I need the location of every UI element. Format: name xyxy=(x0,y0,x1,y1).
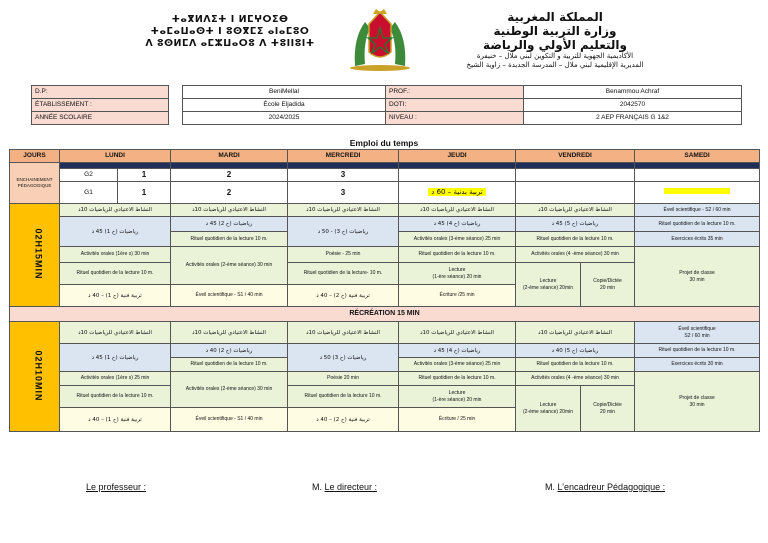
annee-label: ANNÉE SCOLAIRE xyxy=(32,112,169,125)
recreation-row xyxy=(10,307,760,322)
signature-encadreur: M. L’encadreur Pédagogique : xyxy=(545,482,666,492)
s1-samedi-rituel: Rituel quotidien de la lecture 10 m. xyxy=(635,217,760,232)
s1-lundi-arts: تربية فنية (ح 1) – 40 د xyxy=(60,285,171,307)
doti-value: 2042570 xyxy=(524,99,742,112)
s2-vendredi-routine: النشاط الاعتيادي للرياضيات 10د xyxy=(516,322,635,344)
s2-mardi-rituel: Rituel quotidien de la lecture 10 m. xyxy=(171,358,288,372)
s1-jeudi-oral: Activités orales (3-ème séance) 25 min xyxy=(399,232,516,247)
g1-label: G1 xyxy=(60,182,118,204)
arabic-line-4: الأكاديمية الجهوية للتربية و التكوين لبني ملال – خنيفرة xyxy=(476,52,634,60)
s2-vendredi-math: رياضيات (ح 5) 40 د xyxy=(516,344,635,358)
s2-mardi-oral: Activités orales (2-ème séance) 30 min xyxy=(171,372,288,408)
s2-lundi-rituel: Rituel quotidien de la lecture 10 m. xyxy=(60,386,171,408)
tifinagh-line-1: ⵜⴰⴳⵍⴷⵉⵜ ⵏ ⵍⵎⵖⵔⵉⴱ xyxy=(171,14,289,25)
page-title: Emploi du temps xyxy=(349,138,419,148)
doti-label: DOTI: xyxy=(386,99,524,112)
recreation-label: RÉCRÉATION 15 MIN xyxy=(10,307,760,322)
arabic-line-5: المديرية الإقليمية لبني ملال – المدرسة الجديدة – زاوية الشيخ xyxy=(466,61,644,69)
s2-jeudi-ecriture: Écriture / 25 min xyxy=(399,408,516,432)
niveau-label: NIVEAU : xyxy=(386,112,524,125)
s1-mardi-rituel: Rituel quotidien de la lecture 10 m. xyxy=(171,232,288,247)
dp-value: BeniMellal xyxy=(183,86,386,99)
g1-row xyxy=(10,182,760,204)
s1-vendredi-routine: النشاط الاعتيادي للرياضيات 10د xyxy=(516,204,635,217)
s2-vendredi-copie: Copie/Dictée 20 min xyxy=(581,386,635,432)
s1-mercredi-poesie: Poésie - 25 min xyxy=(288,247,399,263)
days-header-row xyxy=(10,150,760,163)
samedi-highlight xyxy=(664,188,730,194)
s1-mercredi-rituel: Rituel quotidien de la lecture- 10 m. xyxy=(288,263,399,285)
signature-professeur: Le professeur : xyxy=(86,482,147,492)
annee-value: 2024/2025 xyxy=(183,112,386,125)
g1-jeudi: تربية بدنية – 60 د xyxy=(428,188,486,196)
s2-jeudi-routine: النشاط الاعتيادي للرياضيات 10د xyxy=(399,322,516,344)
letterhead xyxy=(0,0,768,84)
s2-vendredi-lecture: Lecture (2-ème séance) 20min xyxy=(516,386,581,432)
s1-samedi-projet: Projet de classe 30 min xyxy=(635,247,760,307)
g2-mercredi: 3 xyxy=(288,169,399,182)
s2-lundi-routine: النشاط الاعتيادي للرياضيات 10د xyxy=(60,322,171,344)
s1-mercredi-arts: تربية فنية (ح 2) – 40 د xyxy=(288,285,399,307)
s2-mardi-math: رياضيات (ح 2) 40 د xyxy=(171,344,288,358)
s2-jeudi-lecture: Lecture (1-ère séance) 20 min xyxy=(399,386,516,408)
g2-lundi: 1 xyxy=(118,169,171,182)
timetable xyxy=(9,149,760,432)
g2-label: G2 xyxy=(60,169,118,182)
etab-label: ÉTABLISSEMENT : xyxy=(32,99,169,112)
g1-lundi: 1 xyxy=(118,182,171,204)
s2-mardi-routine: النشاط الاعتيادي للرياضيات 10د xyxy=(171,322,288,344)
s2-lundi-arts: تربية فنية (ح 1) – 40 د xyxy=(60,408,171,432)
s2-mercredi-math: رياضيات (ح 3) 50 د xyxy=(288,344,399,372)
arabic-line-2: وزارة التربية الوطنية xyxy=(493,24,617,38)
s2-mercredi-arts: تربية فنية (ح 2) – 40 د xyxy=(288,408,399,432)
s2-vendredi-rituel: Rituel quotidien de la lecture 10 m. xyxy=(516,358,635,372)
tifinagh-line-2: ⵜⴰⵎⴰⵡⴰⵙⵜ ⵏ ⵓⵙⴳⵎⵉ ⴰⵏⴰⵎⵓⵔ xyxy=(150,26,310,37)
s2-lundi-oral: Activités orales (1ère s) 25 min xyxy=(60,372,171,386)
s2-samedi-projet: Projet de classe 30 min xyxy=(635,372,760,432)
jours-header: JOURS xyxy=(10,150,60,163)
signature-directeur: M. Le directeur : xyxy=(312,482,378,492)
g1-mercredi: 3 xyxy=(288,182,399,204)
s1-mardi-routine: النشاط الاعتيادي للرياضيات 10د xyxy=(171,204,288,217)
tifinagh-header xyxy=(130,14,330,50)
session-1-duration: 02H15MIN xyxy=(10,204,60,307)
s1-vendredi-oral: Activités orales (4 -ème séance) 30 min xyxy=(516,247,635,263)
s1-mardi-eveil: Éveil scientifique - S1 / 40 min xyxy=(171,285,288,307)
s1-lundi-routine: النشاط الاعتيادي للرياضيات 10د xyxy=(60,204,171,217)
prof-label: PROF.: xyxy=(386,86,524,99)
s1-mardi-math: رياضيات (ح 2) 45 د xyxy=(171,217,288,232)
s1-vendredi-rituel: Rituel quotidien de la lecture 10 m. xyxy=(516,232,635,247)
s1-lundi-oral: Activités orales (1ère s) 30 min xyxy=(60,247,171,263)
info-table xyxy=(31,85,742,125)
s1-vendredi-copie: Copie/Dictée 20 min xyxy=(581,263,635,307)
s2-samedi-eveil: Éveil scientifique S2 / 60 min xyxy=(635,322,760,344)
g1-mardi: 2 xyxy=(171,182,288,204)
s2-vendredi-oral: Activités orales (4 -ème séance) 30 min xyxy=(516,372,635,386)
vendredi-header: VENDREDI xyxy=(516,150,635,163)
jeudi-header: JEUDI xyxy=(399,150,516,163)
niveau-value: 2 AEP FRANÇAIS G 1&2 xyxy=(524,112,742,125)
s1-jeudi-rituel: Rituel quotidien de la lecture 10 m. xyxy=(399,247,516,263)
s1-lundi-math: رياضيات (ح 1) 45 د xyxy=(60,217,171,247)
royal-coat-of-arms-icon xyxy=(345,8,415,72)
s2-mercredi-routine: النشاط الاعتيادي للرياضيات 10د xyxy=(288,322,399,344)
s1-mercredi-math: رياضيات (ح 3) - 50 د xyxy=(288,217,399,247)
enchainement-label: ENCHAINEMENT PÉDAGOGIQUE xyxy=(10,163,60,204)
s2-mercredi-poesie: Poésie 20 min xyxy=(288,372,399,386)
s2-jeudi-math: رياضيات (ح 4) 45 د xyxy=(399,344,516,358)
s1-jeudi-math: رياضيات (ح 4) 45 د xyxy=(399,217,516,232)
mardi-header: MARDI xyxy=(171,150,288,163)
s1-mercredi-routine: النشاط الاعتيادي للرياضيات 10د xyxy=(288,204,399,217)
s1-mardi-oral: Activités orales (2-ème séance) 30 min xyxy=(171,247,288,285)
prof-value: Benammou Achraf xyxy=(524,86,742,99)
s1-vendredi-lecture: Lecture (2-ème séance) 20min xyxy=(516,263,581,307)
s1-jeudi-lecture: Lecture (1-ère séance) 20 min xyxy=(399,263,516,285)
g2-row xyxy=(10,169,760,182)
arabic-header xyxy=(440,10,670,70)
session-2-duration: 02H10MIN xyxy=(10,322,60,432)
dp-label: D.P: xyxy=(32,86,169,99)
s2-samedi-exercices: Exercices écrits 30 min xyxy=(635,358,760,372)
s1-jeudi-routine: النشاط الاعتيادي للرياضيات 10د xyxy=(399,204,516,217)
s1-lundi-rituel: Rituel quotidien de la lecture 10 m. xyxy=(60,263,171,285)
s1-samedi-eveil: Éveil scientifique - S2 / 60 min xyxy=(635,204,760,217)
etab-value: École Eljadida xyxy=(183,99,386,112)
s1-jeudi-ecriture: Écriture /25 min xyxy=(399,285,516,307)
arabic-line-1: المملكة المغربية xyxy=(507,10,603,24)
s1-vendredi-math: رياضيات (ح 5) 45 د xyxy=(516,217,635,232)
lundi-header: LUNDI xyxy=(60,150,171,163)
samedi-header: SAMEDI xyxy=(635,150,760,163)
mercredi-header: MERCREDI xyxy=(288,150,399,163)
arabic-line-3: والتعليم الأولي والرياضة xyxy=(483,38,627,52)
s1-samedi-exercices: Exercices écrits 35 min xyxy=(635,232,760,247)
g2-mardi: 2 xyxy=(171,169,288,182)
s2-lundi-math: رياضيات (ح 1) 45 د xyxy=(60,344,171,372)
s2-mercredi-rituel: Rituel quotidien de la lecture 10 m. xyxy=(288,386,399,408)
s2-jeudi-rituel: Rituel quotidien de la lecture 10 m. xyxy=(399,372,516,386)
s2-mardi-eveil: Éveil scientifique - S1 / 40 min xyxy=(171,408,288,432)
s2-jeudi-oral: Activités orales (3-ème séance) 25 min xyxy=(399,358,516,372)
tifinagh-line-3: ⴷ ⵓⵙⵍⵎⴷ ⴰⵎⵣⵡⴰⵔⵓ ⴷ ⵜⵓⵏⵏⵓⵏⵜ xyxy=(145,38,315,49)
s2-samedi-rituel: Rituel quotidien de la lecture 10 m. xyxy=(635,344,760,358)
